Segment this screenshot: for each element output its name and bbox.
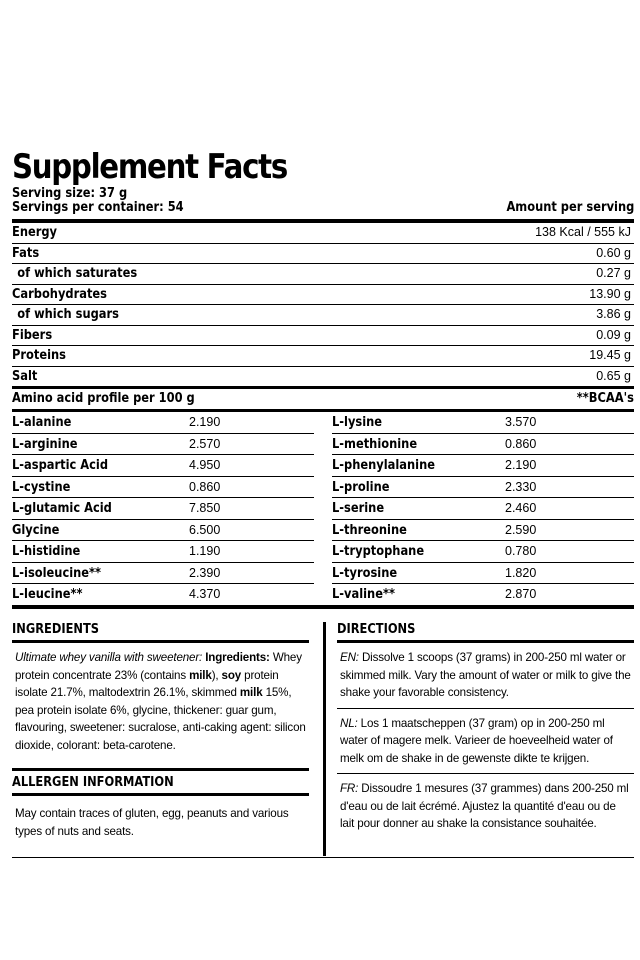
amino-row (332, 498, 634, 520)
amino-value: 2.330 (505, 479, 537, 494)
nutrition-row (12, 285, 634, 306)
allergen-heading: ALLERGEN INFORMATION (12, 775, 174, 790)
amino-name: L-valine** (332, 587, 395, 602)
amino-row (332, 563, 634, 585)
amino-name: L-histidine (12, 544, 81, 559)
amino-value: 0.860 (505, 436, 537, 451)
nutrient-label: Proteins (12, 348, 66, 363)
nutrition-row (12, 223, 634, 244)
amino-row (12, 455, 314, 477)
amino-value: 4.370 (189, 587, 221, 601)
direction-text: Dissolve 1 scoops (37 grams) in 200-250 ml water or skimmed milk. Vary the amount of water or milk to give the shake your favorable consistency. (340, 651, 631, 699)
direction-text: Dissoudre 1 mesures (37 grammes) dans 200-250 ml d'eau ou de lait écrémé. Ajustez la quantité d'eau ou de lait pour donner au shake la consistance souhaitée. (340, 782, 629, 830)
amino-row (12, 498, 314, 520)
amino-name: L-tryptophane (332, 544, 425, 559)
amino-value: 2.590 (505, 522, 537, 537)
ingredients-column (12, 618, 309, 848)
direction-nl (337, 709, 634, 775)
nutrient-value: 138 Kcal / 555 kJ (535, 225, 631, 239)
amino-row (12, 541, 314, 563)
amino-name: L-arginine (12, 436, 78, 452)
ingredients-part: 15%, pea protein isolate 6%, glycine, thickener: guar gum, flavouring, sweetener: sucralose, anti-caking agent: silicon dioxide, colorant: beta-carotene. (15, 686, 306, 752)
nutrient-value: 0.09 g (596, 327, 631, 342)
amino-name: L-proline (332, 479, 390, 495)
servings-per-container: Servings per container: 54 (12, 200, 184, 215)
direction-text: Los 1 maatscheppen (37 gram) op in 200-250 ml water of magere melk. Varieer de hoeveelheid water of melk om de shake in de gewenste dikte te krijgen. (340, 716, 613, 765)
nutrition-row (12, 367, 634, 387)
allergen-milk: milk (189, 668, 212, 682)
nutrition-row (12, 305, 634, 326)
amino-row (332, 584, 634, 605)
amino-row (332, 455, 634, 477)
allergen-milk: milk (239, 686, 263, 699)
bcaa-note: **BCAA's (576, 391, 634, 406)
allergen-text: May contain traces of gluten, egg, peanuts and various types of nuts and seats. (15, 807, 289, 838)
ingredients-heading: INGREDIENTS (12, 622, 100, 637)
serving-size: Serving size: 37 g (12, 186, 128, 201)
ingredients-part: Whey protein concentrate 23% (contains (15, 651, 302, 682)
directions-heading: DIRECTIONS (337, 622, 416, 637)
amino-name: L-cystine (12, 479, 71, 495)
nutrition-row (12, 264, 634, 285)
nutrient-label: Fibers (12, 327, 53, 343)
ingredients-product-name: Ultimate whey vanilla with sweetener: (15, 651, 203, 664)
directions-column (337, 618, 634, 839)
amino-value: 1.820 (505, 565, 537, 580)
ingredients-text (12, 643, 309, 762)
nutrient-value: 19.45 g (589, 348, 631, 362)
amino-value: 2.190 (189, 415, 221, 429)
direction-fr (337, 774, 634, 839)
nutrition-table (12, 223, 634, 386)
language-code: FR: (340, 782, 359, 795)
ingredients-label: Ingredients: (202, 651, 270, 664)
amino-name: L-tyrosine (332, 565, 398, 581)
amino-value: 2.460 (505, 501, 537, 515)
amino-row (12, 477, 314, 499)
ingredients-part: protein isolate 21.7%, maltodextrin 26.1%, skimmed (15, 668, 279, 699)
ingredients-part: ), (211, 668, 222, 682)
amino-name: L-phenylalanine (332, 458, 435, 473)
nutrient-label: Carbohydrates (12, 286, 107, 302)
amino-row (12, 412, 314, 434)
column-divider (323, 622, 326, 856)
amino-name: Glycine (12, 522, 60, 538)
nutrient-label: of which saturates (17, 266, 138, 281)
nutrient-label: of which sugars (17, 307, 119, 322)
nutrient-value: 0.27 g (596, 266, 631, 280)
nutrient-value: 0.65 g (596, 368, 631, 383)
nutrition-row (12, 346, 634, 367)
nutrient-value: 13.90 g (589, 286, 631, 301)
nutrient-value: 0.60 g (596, 245, 631, 260)
amino-row (332, 477, 634, 499)
amino-profile-header: Amino acid profile per 100 g (12, 391, 195, 406)
amino-value: 2.390 (189, 565, 221, 580)
nutrient-label: Salt (12, 368, 38, 384)
bottom-section (12, 618, 634, 858)
amino-row (12, 563, 314, 585)
nutrition-row (12, 326, 634, 347)
amino-value: 1.190 (189, 544, 221, 558)
nutrition-row (12, 244, 634, 265)
amino-value: 2.870 (505, 587, 537, 601)
amino-row (332, 434, 634, 456)
page-title: Supplement Facts (12, 147, 287, 187)
amino-name: L-isoleucine** (12, 565, 102, 581)
amino-name: L-threonine (332, 522, 407, 538)
amino-value: 6.500 (189, 522, 221, 537)
amino-name: L-lysine (332, 415, 383, 430)
amino-row (12, 520, 314, 542)
bottom-rule (12, 857, 634, 858)
nutrient-value: 3.86 g (596, 307, 631, 321)
amino-value: 0.780 (505, 544, 537, 558)
direction-en (337, 643, 634, 709)
amino-column-right (314, 412, 634, 605)
amount-per-serving-header: Amount per serving (506, 200, 634, 215)
amino-value: 2.190 (505, 458, 537, 472)
amino-row (12, 434, 314, 456)
language-code: EN: (340, 651, 359, 664)
amino-row (332, 412, 634, 434)
amino-name: L-aspartic Acid (12, 458, 109, 473)
amino-name: L-alanine (12, 415, 72, 430)
amino-value: 4.950 (189, 458, 221, 472)
amino-row (12, 584, 314, 605)
amino-column-left (12, 412, 314, 605)
language-code: NL: (340, 716, 358, 730)
amino-value: 7.850 (189, 501, 221, 515)
amino-value: 2.570 (189, 436, 221, 451)
amino-name: L-glutamic Acid (12, 501, 112, 516)
amino-row (332, 520, 634, 542)
amino-value: 3.570 (505, 415, 537, 429)
nutrient-label: Fats (12, 245, 40, 261)
amino-name: L-leucine** (12, 587, 83, 602)
amino-row (332, 541, 634, 563)
amino-acid-table (12, 412, 634, 609)
supplement-facts-panel (12, 148, 634, 609)
amino-name: L-serine (332, 501, 385, 516)
amino-name: L-methionine (332, 436, 418, 452)
allergen-soy: soy (221, 668, 242, 682)
nutrient-label: Energy (12, 225, 58, 240)
amino-value: 0.860 (189, 479, 221, 494)
